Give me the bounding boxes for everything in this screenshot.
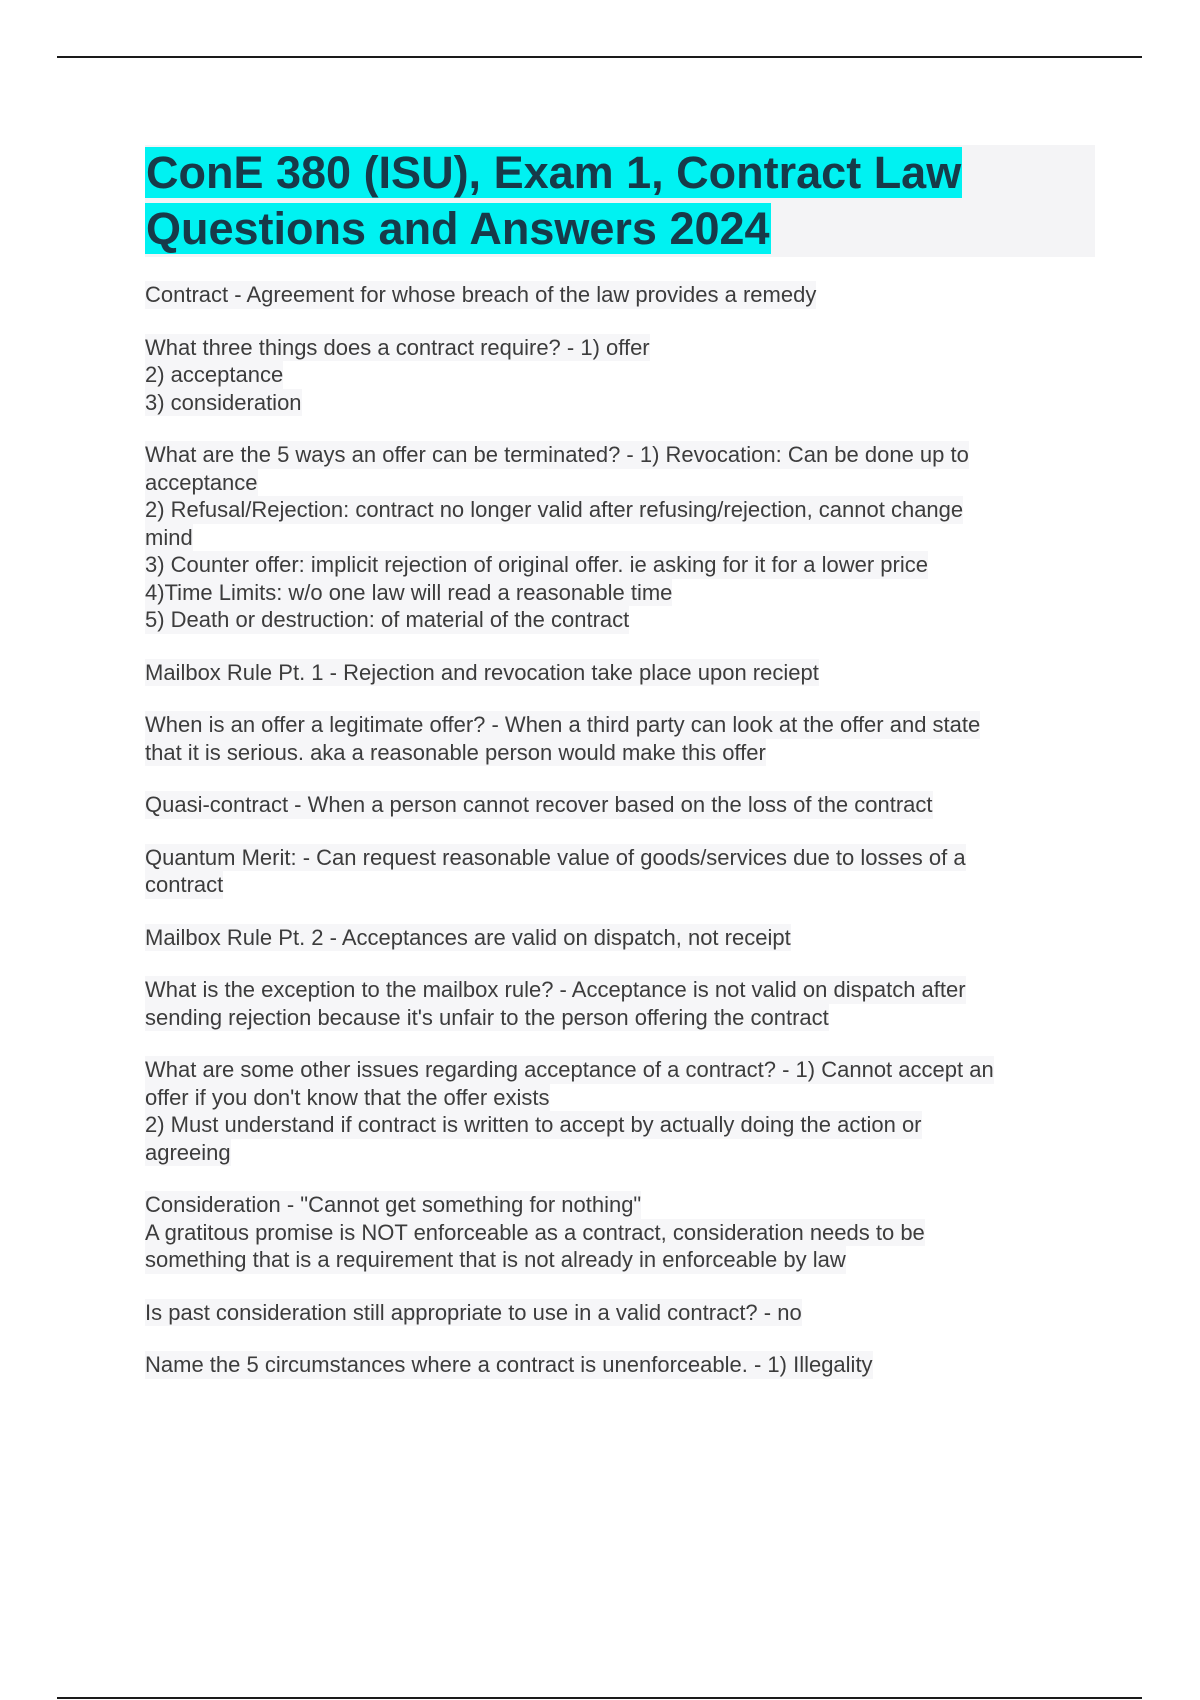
qa-line: Is past consideration still appropriate to use in a valid contract? - no — [145, 1299, 802, 1325]
qa-line: something that is a requirement that is not already in enforceable by law — [145, 1247, 846, 1272]
document-title — [145, 145, 1095, 257]
qa-line: Contract - Agreement for whose breach of the law provides a remedy — [145, 282, 817, 307]
qa-line-row — [145, 1191, 1095, 1219]
qa-entry — [145, 334, 1095, 417]
qa-line-row — [145, 739, 1095, 767]
qa-entry — [145, 1299, 1095, 1327]
qa-entry — [145, 659, 1095, 687]
qa-entry — [145, 924, 1095, 952]
qa-line: Quasi-contract - When a person cannot recover based on the loss of the contract — [145, 792, 933, 817]
title-line-1 — [145, 145, 1095, 201]
qa-line: Quantum Merit: - Can request reasonable value of goods/services due to losses of a — [145, 844, 966, 870]
qa-line: Mailbox Rule Pt. 1 - Rejection and revocation take place upon reciept — [145, 659, 819, 685]
qa-line: mind — [145, 524, 193, 550]
title-highlight-2: Questions and Answers 2024 — [146, 203, 770, 254]
qa-line: What is the exception to the mailbox rule? - Acceptance is not valid on dispatch after — [145, 977, 966, 1002]
qa-entry — [145, 1056, 1095, 1166]
qa-line-row — [145, 606, 1095, 634]
qa-line-row — [145, 496, 1095, 524]
qa-line: 4)Time Limits: w/o one law will read a reasonable time — [145, 579, 673, 605]
qa-line-row — [145, 334, 1095, 362]
qa-line-row — [145, 791, 1095, 819]
qa-line-row — [145, 389, 1095, 417]
qa-line-row — [145, 361, 1095, 389]
title-highlight-1: ConE 380 (ISU), Exam 1, Contract Law — [146, 147, 962, 198]
top-divider — [57, 56, 1142, 58]
qa-line: What are some other issues regarding acceptance of a contract? - 1) Cannot accept an — [145, 1057, 994, 1082]
qa-entry — [145, 791, 1095, 819]
qa-line-row — [145, 1299, 1095, 1327]
qa-line: A gratitous promise is NOT enforceable as a contract, consideration needs to be — [145, 1219, 925, 1245]
qa-line-row — [145, 1351, 1095, 1379]
qa-line-row — [145, 1111, 1095, 1139]
qa-line-row — [145, 469, 1095, 497]
qa-line-row — [145, 976, 1095, 1004]
qa-line-row — [145, 871, 1095, 899]
qa-entry — [145, 976, 1095, 1031]
qa-line-row — [145, 1219, 1095, 1247]
qa-list — [145, 281, 1095, 1379]
qa-line: 5) Death or destruction: of material of the contract — [145, 607, 630, 632]
qa-line-row — [145, 844, 1095, 872]
qa-line-row — [145, 524, 1095, 552]
qa-line-row — [145, 1246, 1095, 1274]
qa-line: Consideration - "Cannot get something for nothing" — [145, 1192, 642, 1217]
qa-line: acceptance — [145, 469, 258, 495]
qa-line-row — [145, 924, 1095, 952]
qa-line: 3) consideration — [145, 389, 302, 415]
qa-line: What three things does a contract require? - 1) offer — [145, 334, 650, 360]
qa-line: offer if you don't know that the offer exists — [145, 1084, 550, 1110]
qa-line: 2) acceptance — [145, 362, 284, 387]
qa-line: 2) Refusal/Rejection: contract no longer valid after refusing/rejection, cannot change — [145, 497, 964, 522]
qa-line: contract — [145, 872, 224, 897]
qa-line-row — [145, 1004, 1095, 1032]
qa-line: When is an offer a legitimate offer? - When a third party can look at the offer and state — [145, 712, 981, 737]
qa-line-row — [145, 551, 1095, 579]
qa-line-row — [145, 1084, 1095, 1112]
qa-line: Name the 5 circumstances where a contract is unenforceable. - 1) Illegality — [145, 1352, 873, 1377]
qa-line-row — [145, 281, 1095, 309]
qa-entry — [145, 844, 1095, 899]
qa-line-row — [145, 1056, 1095, 1084]
qa-line-row — [145, 1139, 1095, 1167]
qa-line-row — [145, 711, 1095, 739]
qa-line: 3) Counter offer: implicit rejection of original offer. ie asking for it for a lower price — [145, 552, 928, 577]
qa-line: agreeing — [145, 1139, 231, 1165]
qa-line: 2) Must understand if contract is written to accept by actually doing the action or — [145, 1112, 922, 1137]
qa-entry — [145, 1191, 1095, 1274]
qa-line: What are the 5 ways an offer can be terminated? - 1) Revocation: Can be done up to — [145, 442, 969, 467]
qa-line: that it is serious. aka a reasonable person would make this offer — [145, 739, 766, 765]
qa-line: sending rejection because it's unfair to the person offering the contract — [145, 1004, 829, 1030]
qa-entry — [145, 1351, 1095, 1379]
qa-entry — [145, 281, 1095, 309]
qa-entry — [145, 441, 1095, 634]
bottom-divider — [57, 1697, 1142, 1699]
qa-line-row — [145, 659, 1095, 687]
document-body — [145, 145, 1095, 1404]
qa-entry — [145, 711, 1095, 766]
qa-line: Mailbox Rule Pt. 2 - Acceptances are valid on dispatch, not receipt — [145, 924, 791, 950]
title-line-2 — [145, 201, 1095, 257]
qa-line-row — [145, 441, 1095, 469]
qa-line-row — [145, 579, 1095, 607]
